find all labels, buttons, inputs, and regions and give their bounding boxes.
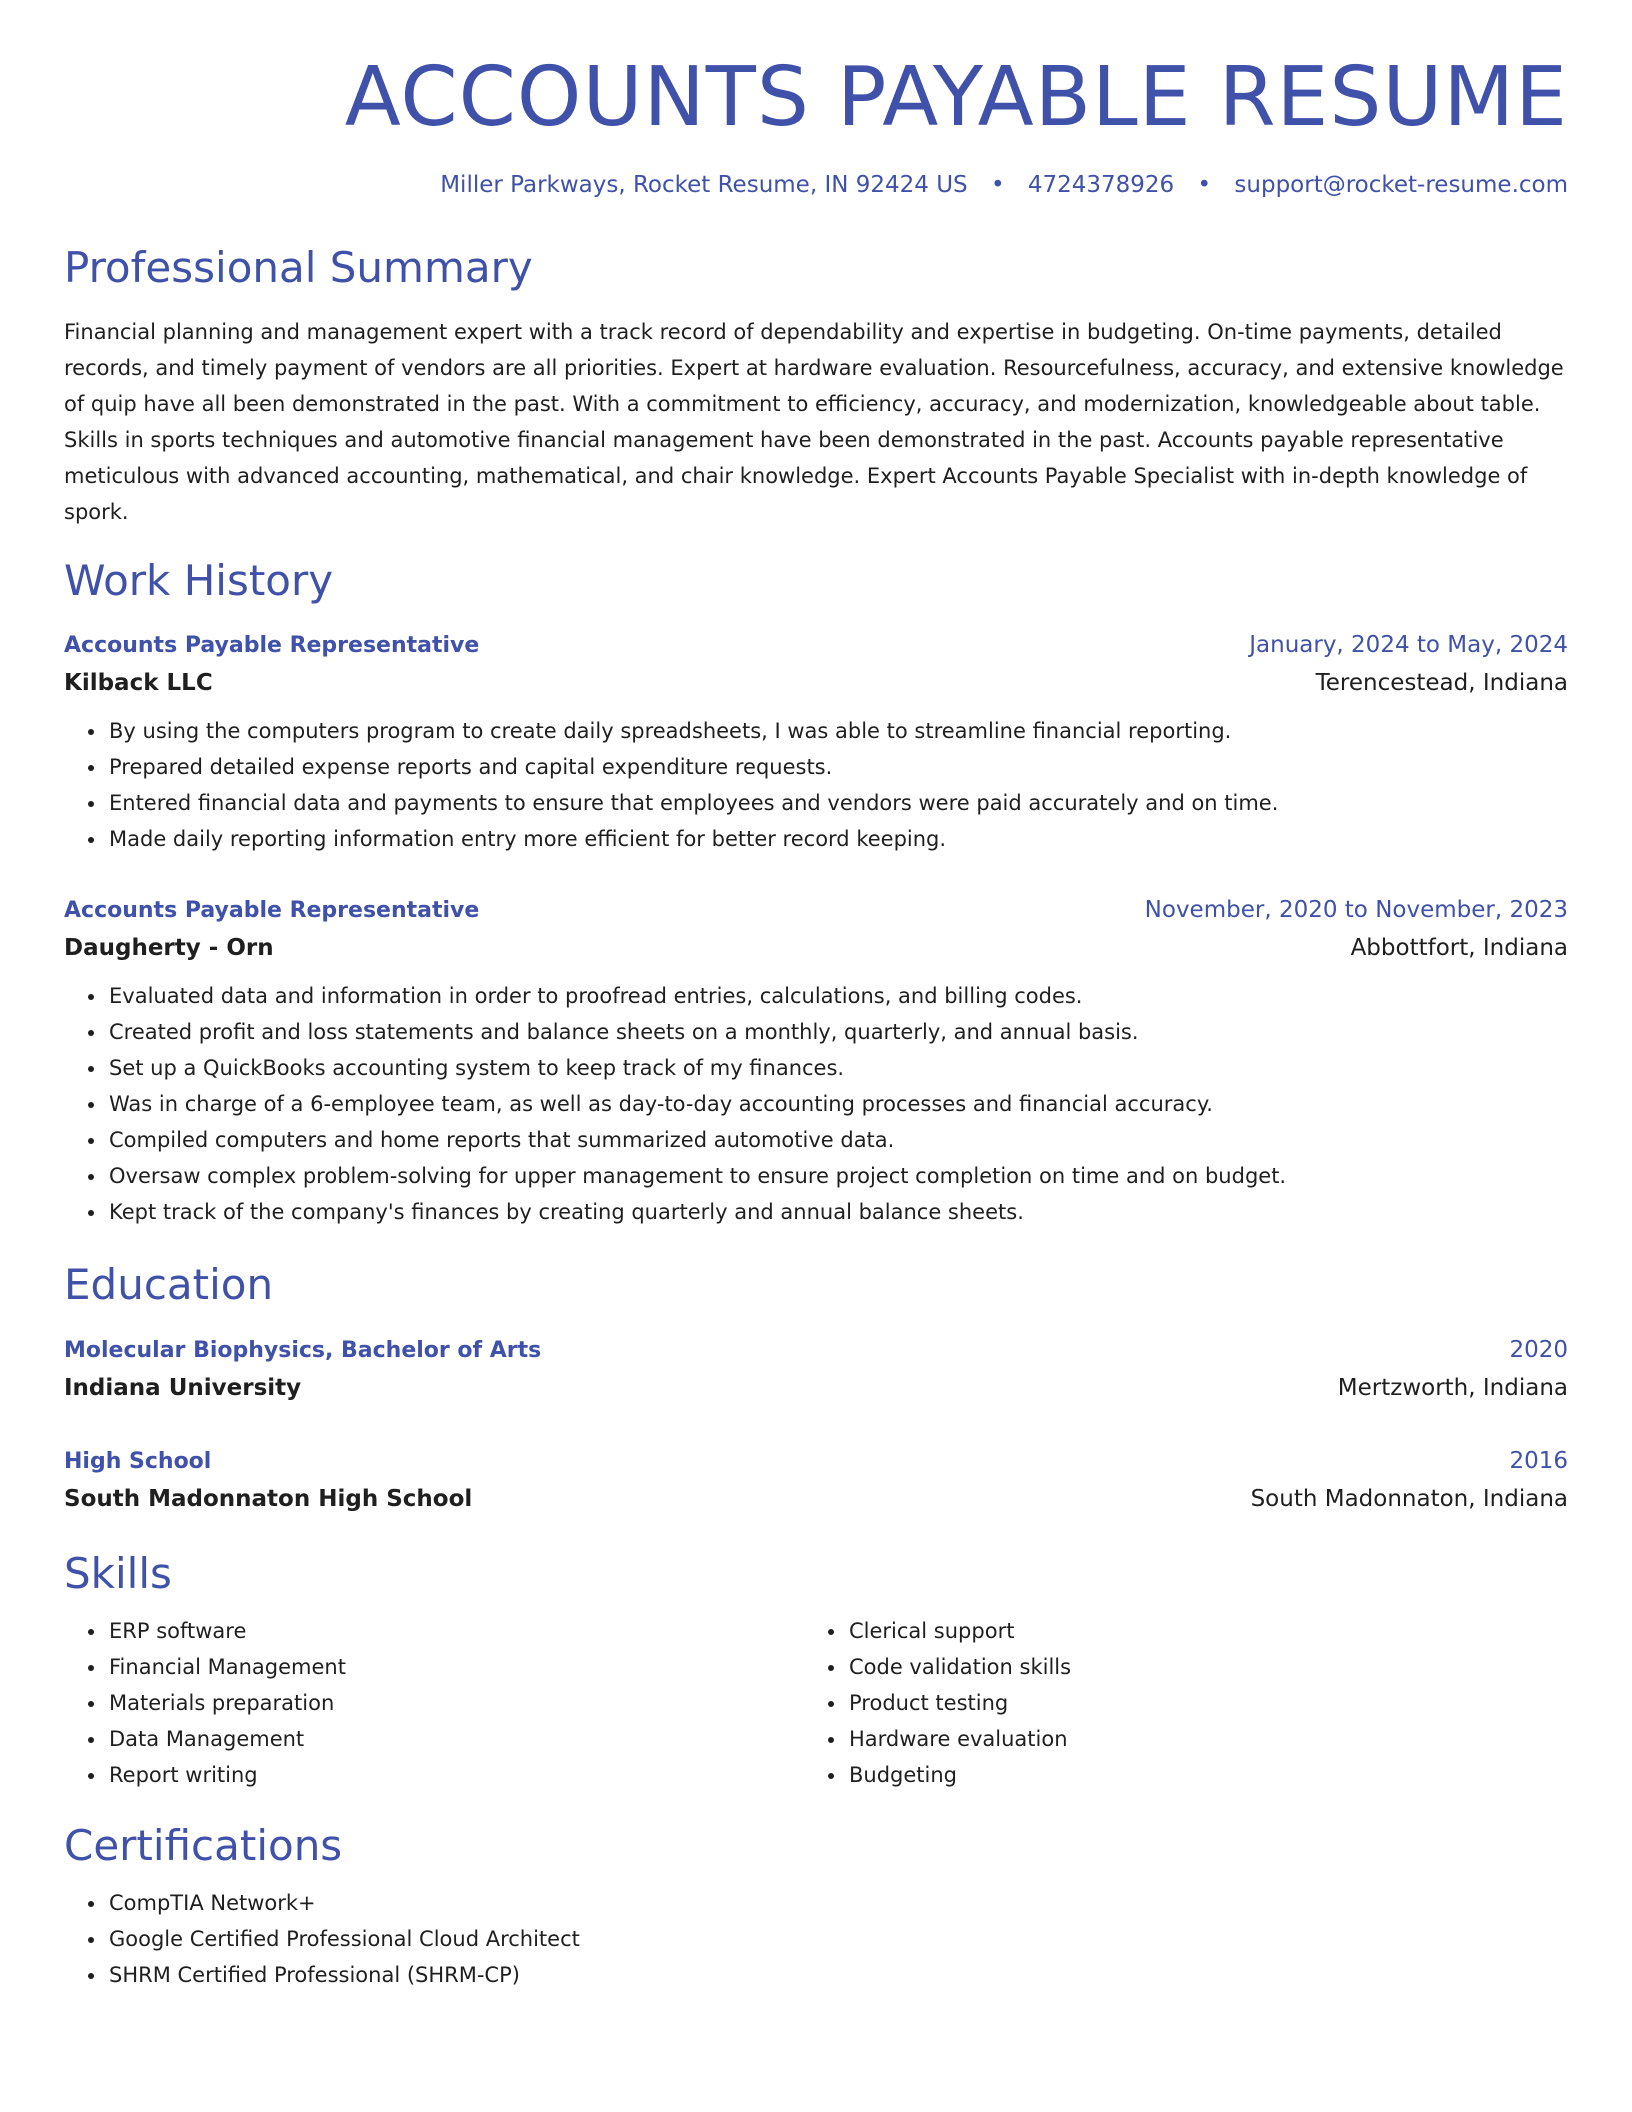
certification-item: • Google Certified Professional Cloud Architect [107,1921,1568,1957]
job-company: Kilback LLC [64,670,213,697]
job-bullet: • By using the computers program to create daily spreadsheets, I was able to streamline financial reporting. [107,713,1568,749]
section-title-education: Education [64,1260,274,1310]
job-title: Accounts Payable Representative [64,633,480,659]
skills-grid [64,1613,1568,1793]
education-school: Indiana University [64,1374,302,1401]
job-bullet: • Made daily reporting information entry more efficient for better record keeping. [107,821,1568,857]
skill-item: • Product testing [847,1685,1544,1721]
education-degree: Molecular Biophysics, Bachelor of Arts [64,1337,542,1363]
education-location: South Madonnaton, Indiana [1250,1485,1568,1512]
resume-header [64,52,1568,199]
job-dates: January, 2024 to May, 2024 [1249,632,1568,659]
job-bullet: • Oversaw complex problem-solving for upper management to ensure project completion on time and on budget. [107,1158,1568,1194]
education-year: 2016 [1509,1447,1568,1474]
summary-text: Financial planning and management expert with a track record of dependability and expertise in budgeting. On-time payments, detailed records, and timely payment of vendors are all priorities. Expert at hardware evaluation. Resourcefulness, accuracy, and extensive knowledge of quip have all been demonstrated in the past. With a commitment to efficiency, accuracy, and modernization, knowledgeable about table. Skills in sports techniques and automotive financial management have been demonstrated in the past. Accounts payable representative meticulous with advanced accounting, mathematical, and chair knowledge. Expert Accounts Payable Specialist with in-depth knowledge of spork. [64,319,1564,524]
skill-item: • Hardware evaluation [847,1721,1544,1757]
job-bullets [64,978,1568,1230]
job-entry [64,628,1568,857]
skill-item: • Report writing [107,1757,804,1793]
contact-separator: • [990,171,1005,198]
skill-item: • Financial Management [107,1649,804,1685]
section-title-summary: Professional Summary [64,243,533,293]
resume-title: ACCOUNTS PAYABLE RESUME [344,50,1568,145]
certifications-list [64,1885,1568,1993]
contact-email: support@rocket-resume.com [1234,171,1568,198]
certification-item: • SHRM Certified Professional (SHRM-CP) [107,1957,1568,1993]
certifications-section [64,1821,1568,1993]
education-entry [64,1444,1568,1519]
job-bullet: • Prepared detailed expense reports and capital expenditure requests. [107,749,1568,785]
skill-item: • Data Management [107,1721,804,1757]
skills-section [64,1549,1568,1793]
job-dates: November, 2020 to November, 2023 [1144,897,1568,924]
job-bullet: • Compiled computers and home reports that summarized automotive data. [107,1122,1568,1158]
job-entry [64,893,1568,1230]
skill-item: • Materials preparation [107,1685,804,1721]
job-location: Terencestead, Indiana [1315,670,1568,697]
skill-item: • Code validation skills [847,1649,1544,1685]
skills-list [804,1613,1544,1793]
contact-address: Miller Parkways, Rocket Resume, IN 92424 US [440,171,968,198]
contact-phone: 4724378926 [1027,171,1175,198]
education-location: Mertzworth, Indiana [1337,1374,1568,1401]
job-location: Abbottfort, Indiana [1350,935,1568,962]
contact-separator: • [1197,171,1212,198]
skills-column-right [804,1613,1544,1793]
job-bullets [64,713,1568,857]
section-title-skills: Skills [64,1548,172,1598]
work-history-section [64,556,1568,1230]
job-bullet: • Created profit and loss statements and balance sheets on a monthly, quarterly, and annual basis. [107,1014,1568,1050]
job-bullet: • Set up a QuickBooks accounting system to keep track of my finances. [107,1050,1568,1086]
job-title: Accounts Payable Representative [64,898,480,924]
summary-section [64,243,1568,529]
education-entry [64,1333,1568,1408]
education-section [64,1260,1568,1518]
skill-item: • ERP software [107,1613,804,1649]
job-bullet: • Evaluated data and information in order to proofread entries, calculations, and billing codes. [107,978,1568,1014]
section-title-work-history: Work History [64,555,334,605]
section-title-certifications: Certifications [64,1820,343,1870]
education-school: South Madonnaton High School [64,1485,473,1512]
job-bullet: • Was in charge of a 6-employee team, as well as day-to-day accounting processes and financial accuracy. [107,1086,1568,1122]
skills-column-left [64,1613,804,1793]
education-degree: High School [64,1448,212,1474]
contact-line [64,172,1568,200]
education-year: 2020 [1509,1336,1568,1363]
skill-item: • Budgeting [847,1757,1544,1793]
job-bullet: • Kept track of the company's finances by creating quarterly and annual balance sheets. [107,1194,1568,1230]
job-company: Daugherty - Orn [64,935,274,962]
skill-item: • Clerical support [847,1613,1544,1649]
job-bullet: • Entered financial data and payments to ensure that employees and vendors were paid accurately and on time. [107,785,1568,821]
certification-item: • CompTIA Network+ [107,1885,1568,1921]
skills-list [64,1613,804,1793]
